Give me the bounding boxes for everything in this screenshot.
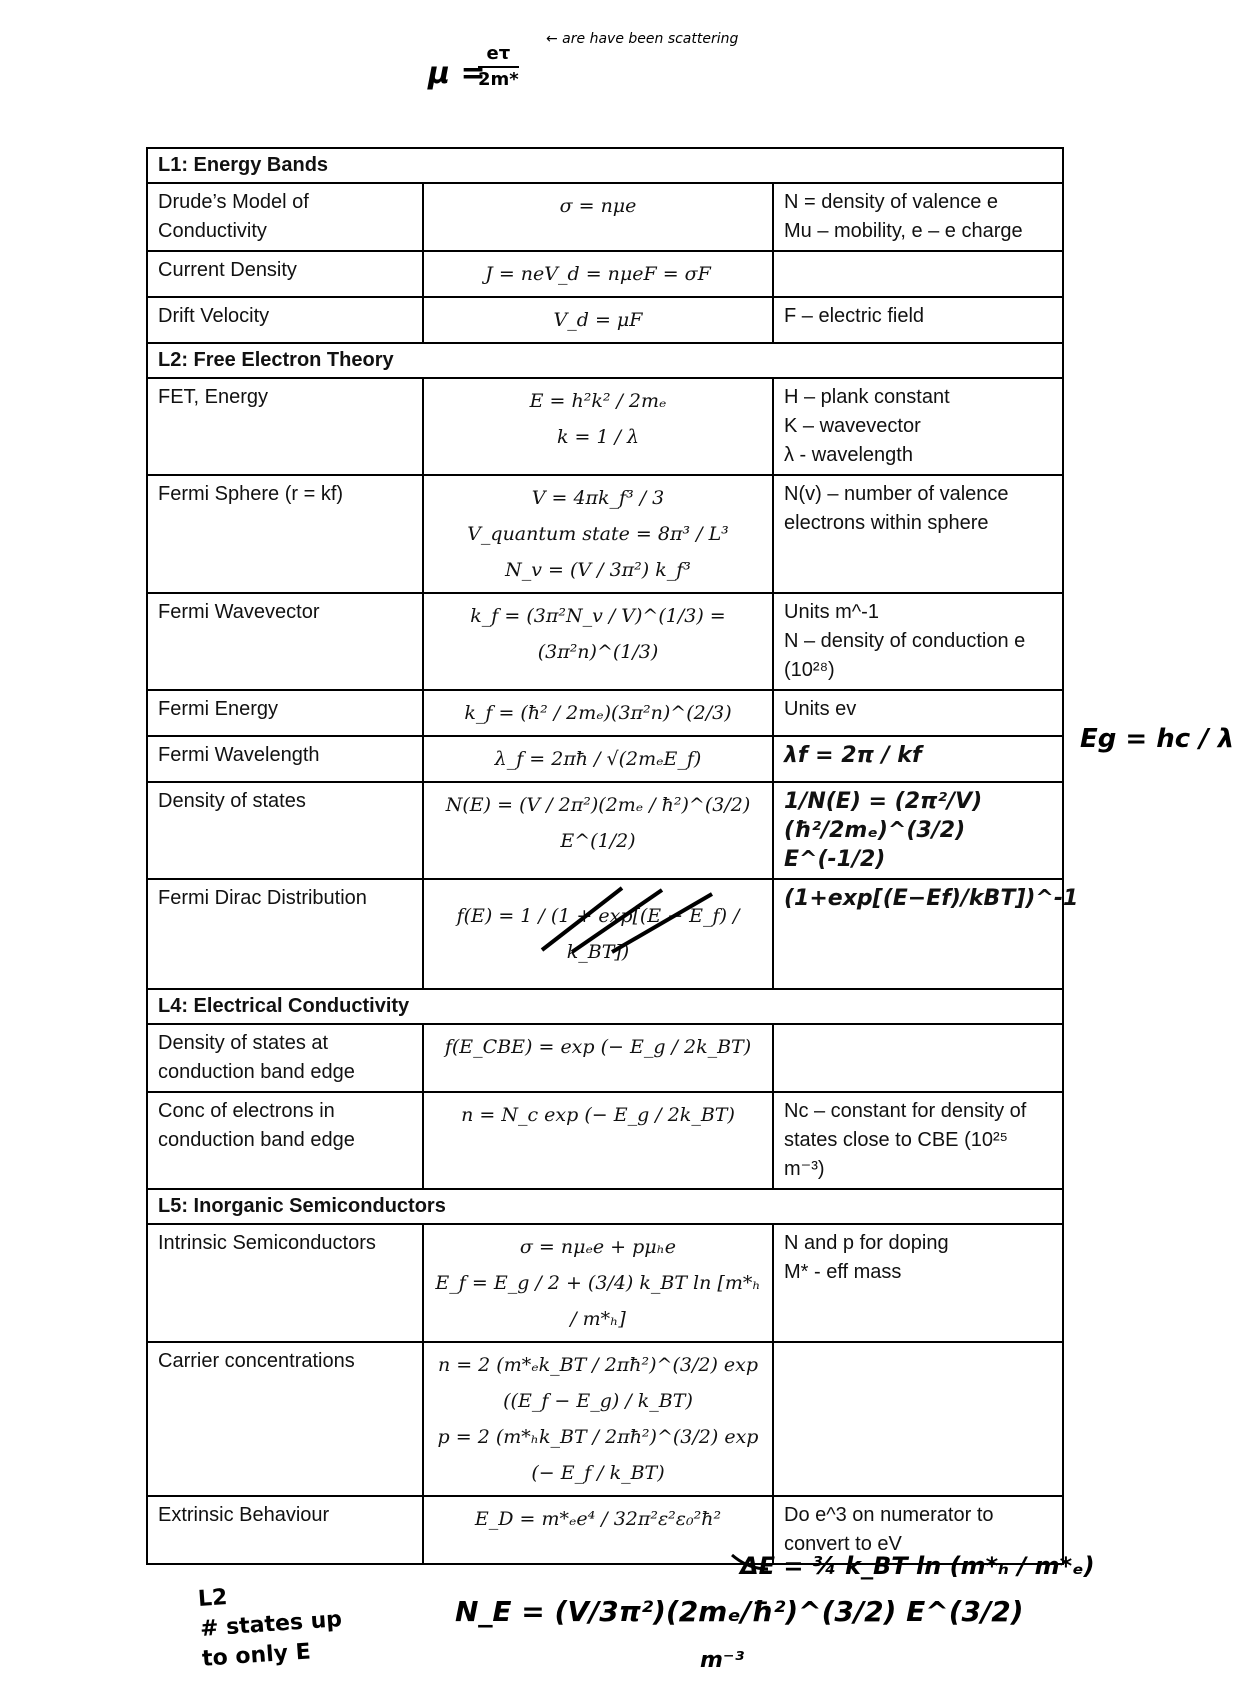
note-cell: [773, 378, 1063, 475]
equation-line: E = h²k² / 2mₑ: [529, 390, 667, 412]
equation-cell: [423, 690, 773, 736]
equation-line: N_v = (V / 3π²) k_f³: [505, 559, 691, 581]
note-line: M* - eff mass: [784, 1261, 902, 1283]
hand-mu-numerator: eτ: [478, 42, 519, 68]
equation-cell: [423, 879, 773, 989]
handwritten-note: λf = 2π / kf: [784, 743, 922, 768]
handwritten-footer-unit: m⁻³: [700, 1648, 745, 1673]
equation-line: E_D = m*ₑe⁴ / 32π²ε²ε₀²ħ²: [474, 1508, 722, 1530]
equation-cell: [423, 1092, 773, 1189]
equation-line: σ = nμe: [559, 195, 637, 217]
formula-row: [147, 782, 1063, 879]
equation-line: N(E) = (V / 2π²)(2mₑ / ħ²)^(3/2) E^(1/2): [445, 794, 751, 852]
hand-mu-label: μ =: [428, 56, 486, 91]
topic-name-cell: Drift Velocity: [147, 297, 423, 343]
topic-name-cell: Fermi Energy: [147, 690, 423, 736]
topic-name-cell: Density of states at conduction band edge: [147, 1024, 423, 1092]
topic-name-cell: Conc of electrons in conduction band edge: [147, 1092, 423, 1189]
note-line: F – electric field: [784, 305, 925, 327]
hand-foot-lecture: L2: [197, 1585, 229, 1613]
topic-name-cell: Drude’s Model of Conductivity: [147, 183, 423, 251]
note-line: Units m^-1: [784, 601, 879, 623]
topic-name-cell: Current Density: [147, 251, 423, 297]
section-title: L5: Inorganic Semiconductors: [147, 1189, 1063, 1224]
topic-name-cell: Fermi Sphere (r = kf): [147, 475, 423, 593]
formula-row: [147, 1024, 1063, 1092]
equation-cell: [423, 475, 773, 593]
note-line: N and p for doping: [784, 1232, 949, 1254]
note-line: K – wavevector: [784, 415, 921, 437]
handwritten-note: 1/N(E) = (2π²/V)(ħ²/2mₑ)^(3/2) E^(-1/2): [784, 789, 983, 872]
equation-line: E_f = E_g / 2 + (3/4) k_BT ln [m*ₕ / m*ₕ]: [435, 1272, 761, 1330]
note-cell: [773, 1092, 1063, 1189]
handwritten-margin-note: Eg = hc / λ: [1080, 724, 1234, 754]
section-title: L2: Free Electron Theory: [147, 343, 1063, 378]
formula-row: [147, 879, 1063, 989]
topic-name-cell: Fermi Wavelength: [147, 736, 423, 782]
hand-foot-desc2: to only E: [201, 1639, 312, 1672]
formula-row: [147, 1092, 1063, 1189]
topic-name-cell: Extrinsic Behaviour: [147, 1496, 423, 1564]
formula-sheet-table: [146, 147, 1079, 1565]
formula-row: [147, 378, 1063, 475]
note-cell: [773, 475, 1063, 593]
handwritten-mobility-note: [428, 30, 739, 100]
hand-foot-desc1: # states up: [199, 1607, 343, 1642]
formula-row: [147, 690, 1063, 736]
formula-row: [147, 297, 1063, 343]
topic-name-cell: Intrinsic Semiconductors: [147, 1224, 423, 1342]
formula-row: [147, 475, 1063, 593]
formula-row: [147, 593, 1063, 690]
note-cell: [773, 1024, 1063, 1092]
equation-line: σ = nμₑe + pμₕe: [519, 1236, 677, 1258]
equation-line: f(E) = 1 / (1 + exp[(E − E_f) / k_BT]): [456, 905, 740, 963]
note-line: Units ev: [784, 698, 857, 720]
note-line: N = density of valence e: [784, 191, 999, 213]
handwritten-note: (1+exp[(E−Ef)/kBT])^-1: [784, 886, 1079, 911]
strike-through-icon: [512, 884, 732, 954]
handwritten-delta-formula: ΔE = ¾ k_BT ln (m*ₕ / m*ₑ): [740, 1552, 1095, 1580]
equation-line: n = N_c exp (− E_g / 2k_BT): [461, 1104, 735, 1126]
note-cell: [773, 183, 1063, 251]
note-line: Do e^3 on numerator to convert to eV: [784, 1504, 994, 1555]
equation-line: J = neV_d = nμeF = σF: [485, 263, 711, 285]
note-line: N – density of conduction e: [784, 630, 1026, 652]
equation-cell: [423, 782, 773, 879]
note-line: Mu – mobility, e – e charge: [784, 220, 1023, 242]
formula-sheet-body: [147, 148, 1079, 1564]
equation-cell: [423, 297, 773, 343]
note-line: Nc – constant for density of states close to CBE (10²⁵ m⁻³): [784, 1100, 1027, 1180]
formula-row: [147, 251, 1063, 297]
note-cell: [773, 879, 1079, 989]
equation-line: k = 1 / λ: [556, 426, 640, 448]
note-line: N(v) – number of valence electrons within sphere: [784, 483, 1009, 534]
equation-cell: [423, 1342, 773, 1496]
formula-row: [147, 1342, 1063, 1496]
topic-name-cell: Density of states: [147, 782, 423, 879]
equation-cell: [423, 1224, 773, 1342]
formula-row: [147, 736, 1063, 782]
section-header-row: [147, 989, 1063, 1024]
note-cell: [773, 782, 1063, 879]
equation-line: λ_f = 2πħ / √(2mₑE_f): [494, 748, 702, 770]
handwritten-footer-formula: N_E = (V/3π²)(2mₑ/ħ²)^(3/2) E^(3/2): [455, 1595, 1024, 1628]
section-title: L4: Electrical Conductivity: [147, 989, 1063, 1024]
section-header-row: [147, 343, 1063, 378]
section-header-row: [147, 148, 1063, 183]
topic-name-cell: Fermi Wavevector: [147, 593, 423, 690]
note-cell: [773, 690, 1063, 736]
note-line: λ - wavelength: [784, 444, 913, 466]
hand-mu-denominator: 2m*: [478, 69, 519, 90]
equation-line: k_f = (3π²N_v / V)^(1/3) = (3π²n)^(1/3): [470, 605, 726, 663]
equation-line: V_quantum state = 8π³ / L³: [467, 523, 729, 545]
equation-line: k_f = (ħ² / 2mₑ)(3π²n)^(2/3): [464, 702, 732, 724]
section-header-row: [147, 1189, 1063, 1224]
equation-line: V_d = μF: [553, 309, 643, 331]
hand-mu-aside: ← are have been scattering: [546, 31, 739, 47]
hand-mu-fraction: [478, 42, 519, 92]
equation-line: p = 2 (m*ₕk_BT / 2πħ²)^(3/2) exp (− E_f / k_BT): [437, 1426, 759, 1484]
note-cell: [773, 593, 1063, 690]
note-cell: [773, 736, 1063, 782]
topic-name-cell: Fermi Dirac Distribution: [147, 879, 423, 989]
formula-row: [147, 1224, 1063, 1342]
formula-row: [147, 183, 1063, 251]
note-cell: [773, 251, 1063, 297]
section-title: L1: Energy Bands: [147, 148, 1063, 183]
equation-line: f(E_CBE) = exp (− E_g / 2k_BT): [444, 1036, 752, 1058]
equation-line: n = 2 (m*ₑk_BT / 2πħ²)^(3/2) exp ((E_f − E_g) / k_BT): [437, 1354, 759, 1412]
equation-line: V = 4πk_f³ / 3: [531, 487, 665, 509]
equation-cell: [423, 1024, 773, 1092]
equation-cell: [423, 1496, 773, 1564]
note-line: H – plank constant: [784, 386, 950, 408]
topic-name-cell: FET, Energy: [147, 378, 423, 475]
equation-cell: [423, 183, 773, 251]
equation-cell: [423, 378, 773, 475]
note-cell: [773, 1224, 1063, 1342]
equation-cell: [423, 736, 773, 782]
equation-cell: [423, 251, 773, 297]
note-cell: [773, 1342, 1063, 1496]
note-cell: [773, 297, 1063, 343]
equation-cell: [423, 593, 773, 690]
topic-name-cell: Carrier concentrations: [147, 1342, 423, 1496]
handwritten-footer-label: [197, 1575, 345, 1675]
note-line: (10²⁸): [784, 659, 835, 681]
